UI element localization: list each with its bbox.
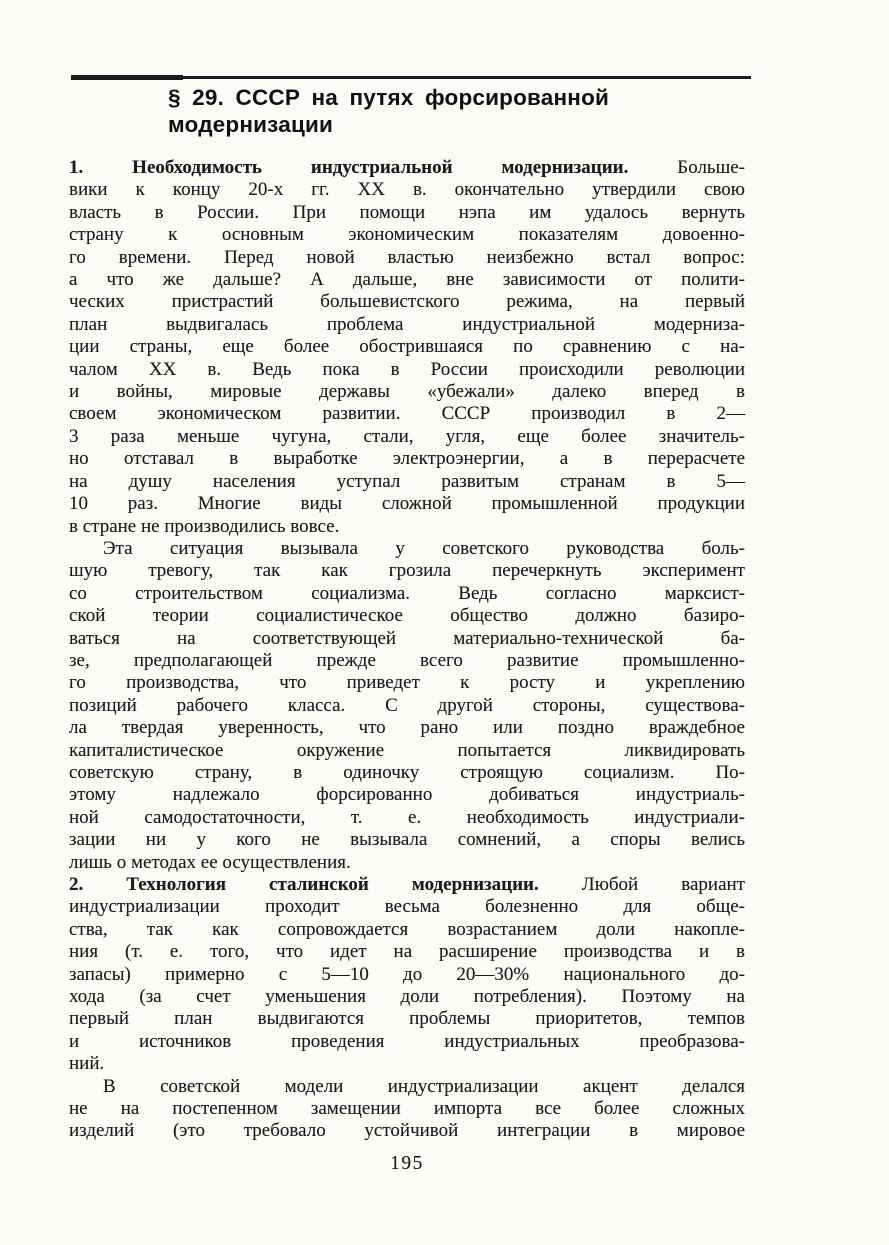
body-text [69,157,745,1143]
page-number: 195 [390,1153,424,1174]
text-line: и войны, мировые державы «убежали» далеко вперед в [69,381,745,403]
text-line: ческих пристрастий большевистского режима, на первый [69,291,745,313]
text-line: советскую страну, в одиночку строящую социализм. По- [69,761,745,783]
text-line: ла твердая уверенность, что рано или поздно враждебное [69,717,745,739]
text-line: шую тревогу, так как грозила перечеркнуть эксперимент [69,560,745,582]
text-line: этому надлежало форсированно добиваться индустриаль- [69,784,745,806]
text-line: со строительством социализма. Ведь согласно марксист- [69,582,745,604]
text-line: ной самодостаточности, т. е. необходимость индустриали- [69,806,745,828]
text-line: в стране не производились вовсе. [69,515,340,537]
text-line: индустриализации проходит весьма болезненно для обще- [69,896,745,918]
text-line: ния (т. е. того, что идет на расширение производства и в [69,941,745,963]
text-line: ции страны, еще более обострившаяся по сравнению с на- [69,336,745,358]
text-line: зе, предполагающей прежде всего развитие промышленно- [69,649,745,671]
text-line: изделий (это требовало устойчивой интеграции в мировое [69,1120,745,1142]
paragraph-lead-bold: 2. Технология сталинской модернизации. [69,874,539,895]
text-line: 1. Необходимость индустриальной модернизации. Больше- [69,157,745,178]
text-line: зации ни у кого не вызывала сомнений, а споры велись [69,829,745,851]
text-line: первый план выдвигаются проблемы приоритетов, темпов [69,1008,745,1030]
text-line: 10 раз. Многие виды сложной промышленной продукции [69,493,745,515]
text-line: лишь о методах ее осуществления. [69,851,351,873]
text-line: В советской модели индустриализации акцент делался [103,1075,745,1097]
text-line: вики к концу 20-х гг. XX в. окончательно утвердили свою [69,179,745,201]
text-line: хода (за счет уменьшения доли потребления). Поэтому на [69,986,745,1008]
text-line: но отставал в выработке электроэнергии, а в перерасчете [69,448,745,470]
text-line: ваться на соответствующей материально-технической ба- [69,627,745,649]
text-line: на душу населения уступал развитым странам в 5— [69,470,745,492]
text-line: план выдвигалась проблема индустриальной модерниза- [69,313,745,335]
chapter-heading [168,84,728,138]
text-line: ской теории социалистическое общество должно базиро- [69,605,745,627]
text-line: го производства, что приведет к росту и укреплению [69,672,745,694]
text-line: а что же дальше? А дальше, вне зависимости от полити- [69,269,745,291]
text-line: не на постепенном замещении импорта все более сложных [69,1098,745,1120]
text-line: страну к основным экономическим показателям довоенно- [69,224,745,246]
text-line: го времени. Перед новой властью неизбежно встал вопрос: [69,246,745,268]
chapter-heading-line-1: § 29. СССР на путях форсированной [168,85,610,110]
text-line: 3 раза меньше чугуна, стали, угля, еще более значитель- [69,425,745,447]
paragraph-lead-bold: 1. Необходимость индустриальной модернизации. [69,157,629,178]
text-line: капиталистическое окружение попытается ликвидировать [69,739,745,761]
text-line: чалом XX в. Ведь пока в России происходили революции [69,358,745,380]
text-line: запасы) примерно с 5—10 до 20—30% национального до- [69,963,745,985]
text-line: 2. Технология сталинской модернизации. Любой вариант [69,874,745,895]
text-line: и источников проведения индустриальных преобразова- [69,1030,745,1052]
text-line: Эта ситуация вызывала у советского руководства боль- [103,537,745,559]
top-rule [72,76,751,79]
text-line: ний. [69,1053,105,1075]
text-line: ства, так как сопровождается возрастанием доли накопле- [69,918,745,940]
text-line: позиций рабочего класса. С другой стороны, существова- [69,694,745,716]
text-line: власть в России. При помощи нэпа им удалось вернуть [69,201,745,223]
chapter-heading-line-2: модернизации [168,112,334,137]
text-line: своем экономическом развитии. СССР производил в 2— [69,403,745,425]
